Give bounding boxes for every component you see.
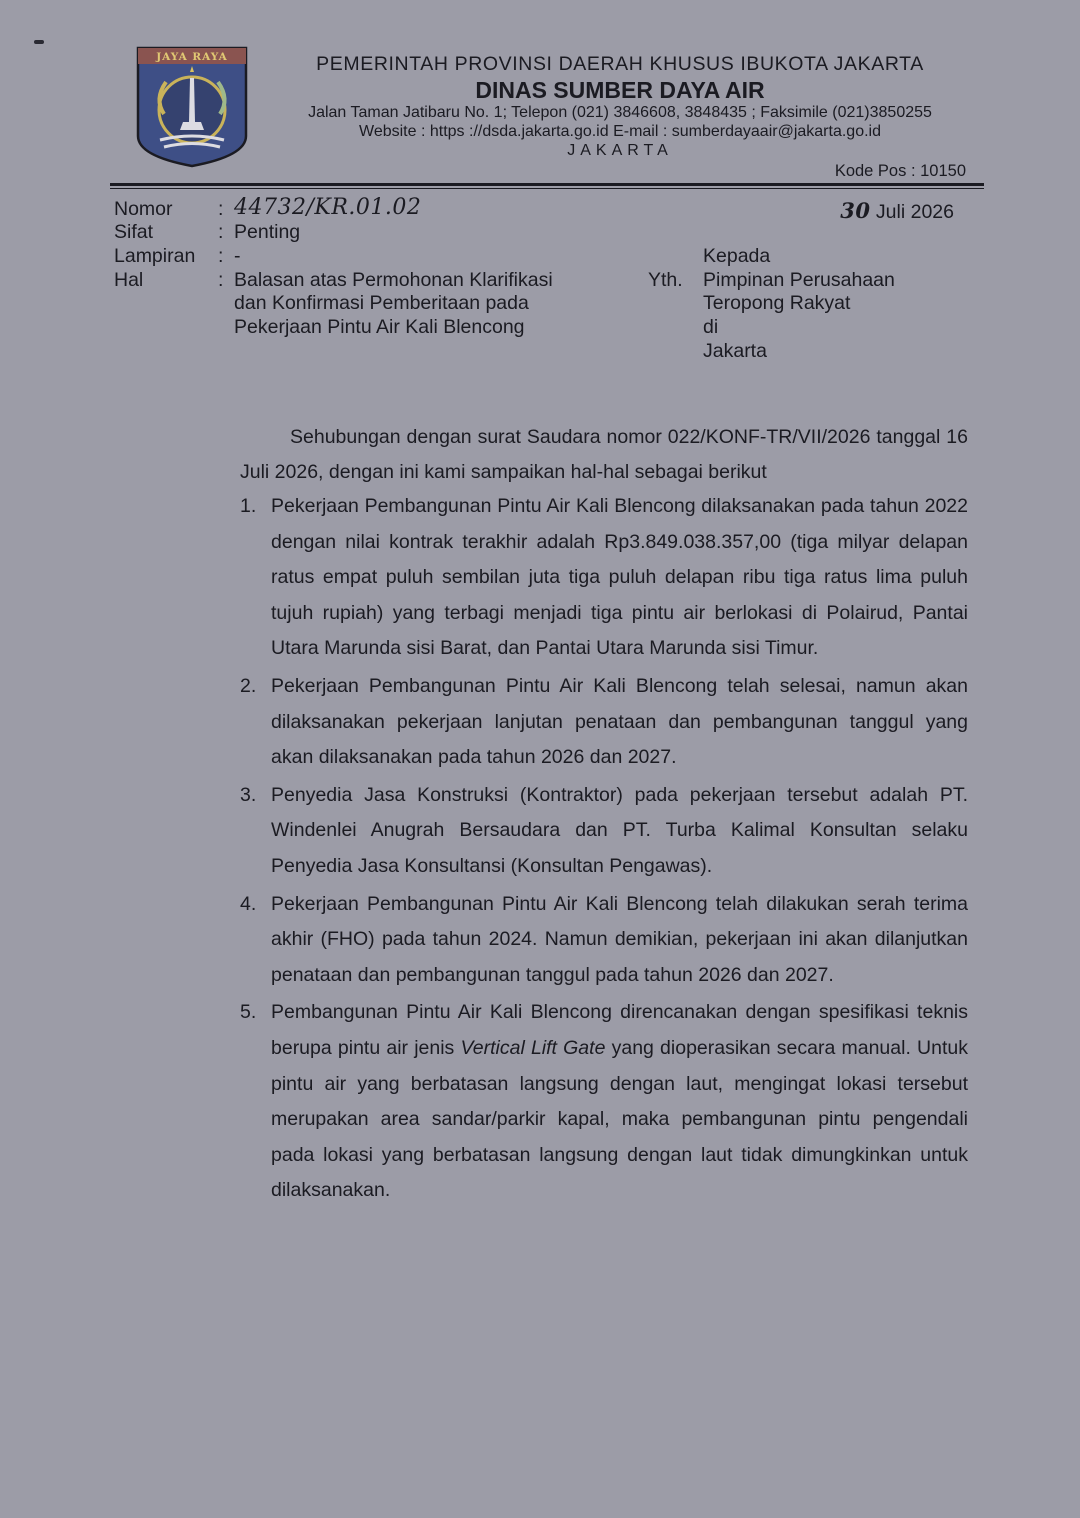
yth-label: Yth. bbox=[648, 269, 683, 291]
list-number: 4. bbox=[240, 892, 257, 915]
lampiran-label: Lampiran bbox=[114, 245, 196, 267]
list-item bbox=[240, 887, 968, 994]
lampiran-colon: : bbox=[218, 245, 224, 267]
nomor-value: 44732/KR.01.02 bbox=[234, 195, 422, 220]
scan-speck bbox=[34, 40, 44, 44]
list-text: Pekerjaan Pembangunan Pintu Air Kali Blencong telah selesai, namun akan dilaksanakan pekerjaan lanjutan penataan dan pembangunan tanggul yang akan dilaksanakan pada tahun 2026 dan 2027. bbox=[271, 674, 968, 769]
letter-date bbox=[840, 198, 954, 224]
sifat-label: Sifat bbox=[114, 221, 154, 243]
list-item bbox=[240, 669, 968, 776]
list-text: Pekerjaan Pembangunan Pintu Air Kali Blencong dilaksanakan pada tahun 2022 dengan nilai kontrak terakhir adalah Rp3.849.038.357,00 (tiga milyar delapan ratus empat puluh sembilan juta tiga puluh delapan ribu tiga ratus lima puluh tujuh rupiah) yang terbagi menjadi tiga pintu air berlokasi di Polairud, Pantai Utara Marunda sisi Barat, dan Pantai Utara Marunda sisi Timur. bbox=[271, 495, 968, 660]
list-item bbox=[240, 489, 968, 667]
hal-label: Hal bbox=[114, 269, 144, 291]
kepada-label: Kepada bbox=[703, 245, 771, 267]
numbered-list bbox=[240, 489, 968, 1211]
hal-line-3: Pekerjaan Pintu Air Kali Blencong bbox=[234, 316, 525, 338]
sifat-value: Penting bbox=[234, 221, 301, 243]
list-number: 5. bbox=[240, 1001, 257, 1024]
list-text: Penyedia Jasa Konstruksi (Kontraktor) pada pekerjaan tersebut adalah PT. Windenlei Anugrah Bersaudara dan PT. Turba Kalimal Konsultan selaku Penyedia Jasa Konsultansi (Konsultan Pengawas). bbox=[271, 783, 968, 877]
list-item bbox=[240, 778, 968, 885]
recipient-line-1: Pimpinan Perusahaan bbox=[703, 269, 895, 291]
date-month-year: Juli 2026 bbox=[870, 201, 954, 223]
jakarta-coat-of-arms-logo bbox=[134, 44, 250, 170]
recipient-line-2: Teropong Rakyat bbox=[703, 292, 851, 314]
sifat-colon: : bbox=[218, 221, 224, 243]
intro-paragraph: Sehubungan dengan surat Saudara nomor 022/KONF-TR/VII/2026 tanggal 16 Juli 2026, dengan ini kami sampaikan hal-hal sebagai berikut bbox=[240, 426, 968, 483]
office-city: JAKARTA bbox=[567, 142, 673, 159]
hal-line-1: Balasan atas Permohonan Klarifikasi bbox=[234, 269, 553, 291]
lampiran-value: - bbox=[234, 245, 241, 267]
office-address: Jalan Taman Jatibaru No. 1; Telepon (021) 3846608, 3848435 ; Faksimile (021)3850255 bbox=[308, 104, 932, 121]
hal-line-2: dan Konfirmasi Pemberitaan pada bbox=[234, 292, 529, 314]
list-number: 2. bbox=[240, 674, 257, 697]
list-number: 1. bbox=[240, 495, 257, 517]
website-email: Website : https ://dsda.jakarta.go.id E-mail : sumberdayaair@jakarta.go.id bbox=[359, 123, 881, 140]
list-text: Pekerjaan Pembangunan Pintu Air Kali Blencong telah dilakukan serah terima akhir (FHO) pada tahun 2024. Namun demikian, pekerjaan ini akan dilanjutkan penataan dan pembangunan tanggul pada tahun 2026 dan 2027. bbox=[271, 892, 968, 986]
department-name: DINAS SUMBER DAYA AIR bbox=[475, 77, 765, 103]
nomor-colon: : bbox=[218, 198, 224, 220]
list-number: 3. bbox=[240, 783, 257, 806]
hal-colon: : bbox=[218, 269, 224, 291]
svg-text:JAYA RAYA: JAYA RAYA bbox=[156, 51, 228, 63]
header-rule-thin bbox=[110, 188, 984, 189]
list-item bbox=[240, 995, 968, 1209]
list-text-italic: Vertical Lift Gate bbox=[460, 1036, 606, 1059]
header-rule-thick bbox=[110, 183, 984, 186]
recipient-line-3: di bbox=[703, 316, 719, 338]
list-text-part-a: Pembangunan Pintu Air Kali Blencong direncanakan dengan spesifikasi teknis berupa pintu air jenis bbox=[271, 1001, 968, 1059]
postal-code: Kode Pos : 10150 bbox=[834, 162, 966, 180]
recipient-line-4: Jakarta bbox=[703, 340, 767, 362]
nomor-label: Nomor bbox=[114, 198, 173, 220]
list-text-part-b: yang dioperasikan secara manual. Untuk pintu air yang berbatasan langsung dengan laut, mengingat lokasi tersebut merupakan area sandar/parkir kapal, maka pembangunan pintu pengendali pada lokasi yang berbatasan langsung dengan laut tidak dimungkinkan untuk dilaksanakan. bbox=[271, 1036, 968, 1202]
government-name: PEMERINTAH PROVINSI DAERAH KHUSUS IBUKOTA JAKARTA bbox=[316, 53, 924, 75]
date-day-handwritten: 30 bbox=[840, 198, 871, 223]
